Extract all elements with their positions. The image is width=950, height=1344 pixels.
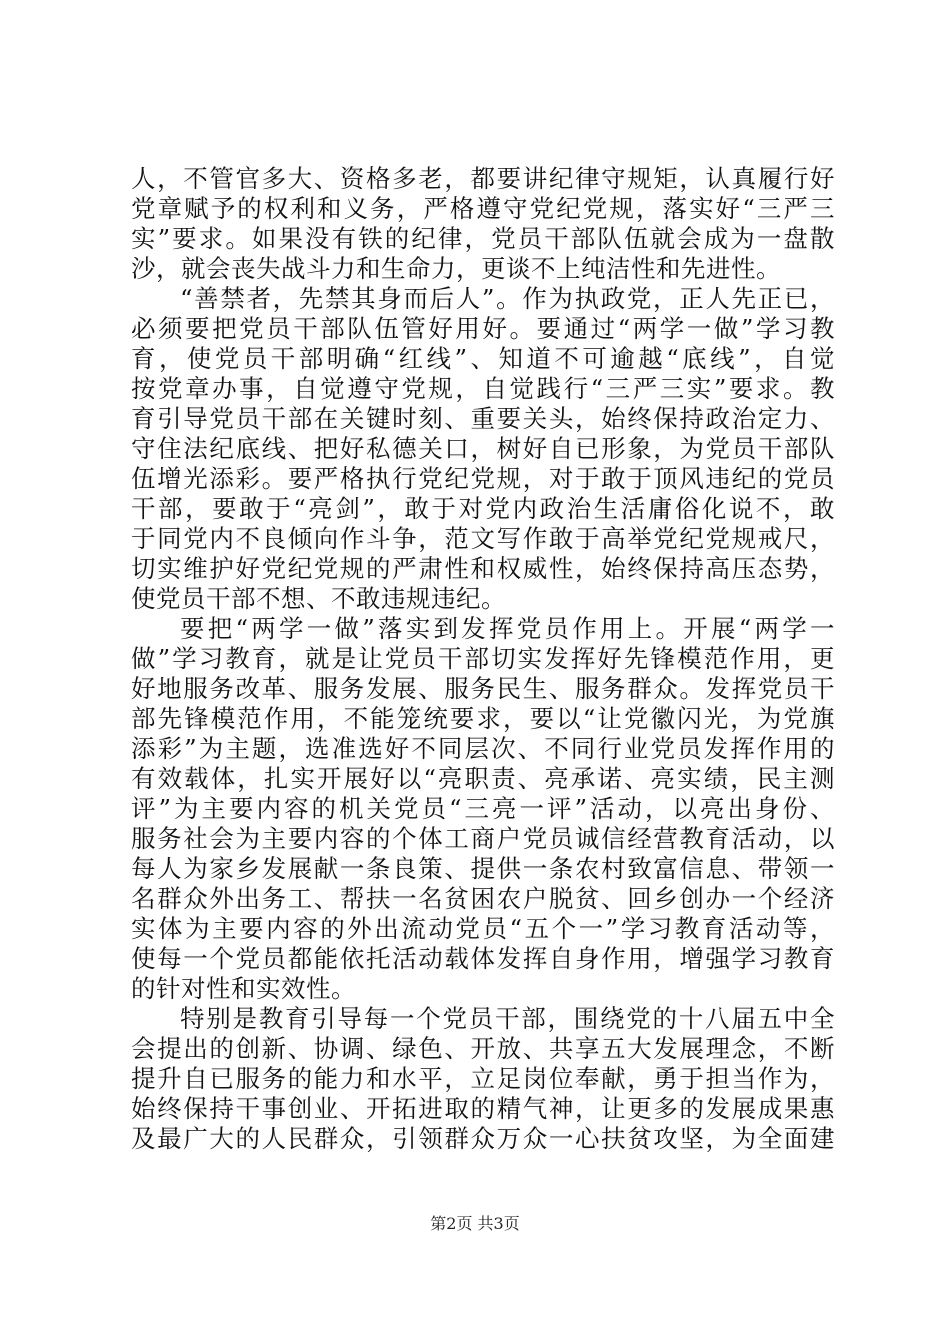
text-line: 有效载体，扎实开展好以“亮职责、亮承诺、亮实绩，民主测: [131, 764, 835, 793]
text-line: 评”为主要内容的机关党员“三亮一评”活动，以亮出身份、: [131, 794, 835, 823]
text-line: 名群众外出务工、帮扶一名贫困农户脱贫、回乡创办一个经济: [131, 884, 835, 913]
text-line: 及最广大的人民群众，引领群众万众一心扶贫攻坚，为全面建: [131, 1124, 835, 1153]
text-line: 育引导党员干部在关键时刻、重要关头，始终保持政治定力、: [131, 404, 835, 433]
paragraph: [131, 1004, 835, 1154]
text-line: 添彩”为主题，选准选好不同层次、不同行业党员发挥作用的: [131, 734, 835, 763]
text-line: 按党章办事，自觉遵守党规，自觉践行“三严三实”要求。教: [131, 374, 835, 403]
text-line: 于同党内不良倾向作斗争，范文写作敢于高举党纪党规戒尺，: [131, 524, 835, 553]
text-line: 使党员干部不想、不敢违规违纪。: [131, 584, 506, 613]
page-footer: [0, 1214, 950, 1234]
body-text: [131, 164, 835, 1154]
text-line: 必须要把党员干部队伍管好用好。要通过“两学一做”学习教: [131, 314, 835, 343]
text-line: 实体为主要内容的外出流动党员“五个一”学习教育活动等，: [131, 914, 835, 943]
text-line: 部先锋模范作用，不能笼统要求，要以“让党徽闪光，为党旗: [131, 704, 835, 733]
paragraph: [131, 284, 835, 614]
text-line: 沙，就会丧失战斗力和生命力，更谈不上纯洁性和先进性。: [131, 254, 781, 283]
text-line: 守住法纪底线、把好私德关口，树好自已形象，为党员干部队: [131, 434, 835, 463]
text-line: 做”学习教育，就是让党员干部切实发挥好先锋模范作用，更: [131, 644, 835, 673]
text-line: 会提出的创新、协调、绿色、开放、共享五大发展理念，不断: [131, 1034, 835, 1063]
page-number-label: 第2页 共3页: [430, 1214, 520, 1233]
paragraph: [131, 614, 835, 1004]
text-line: 好地服务改革、服务发展、服务民生、服务群众。发挥党员干: [131, 674, 835, 703]
text-line: 要把“两学一做”落实到发挥党员作用上。开展“两学一: [180, 614, 835, 643]
text-line: 始终保持干事创业、开拓进取的精气神，让更多的发展成果惠: [131, 1094, 835, 1123]
text-line: 的针对性和实效性。: [131, 974, 356, 1003]
text-line: 使每一个党员都能依托活动载体发挥自身作用，增强学习教育: [131, 944, 835, 973]
text-line: 育，使党员干部明确“红线”、知道不可逾越“底线”，自觉: [131, 344, 835, 373]
paragraph: [131, 164, 835, 284]
text-line: 服务社会为主要内容的个体工商户党员诚信经营教育活动，以: [131, 824, 835, 853]
text-line: 特别是教育引导每一个党员干部，围绕党的十八届五中全: [180, 1004, 835, 1033]
text-line: 党章赋予的权利和义务，严格遵守党纪党规，落实好“三严三: [131, 194, 835, 223]
text-line: “善禁者，先禁其身而后人”。作为执政党，正人先正已，: [180, 284, 835, 313]
text-line: 伍增光添彩。要严格执行党纪党规，对于敢于顶风违纪的党员: [131, 464, 835, 493]
text-line: 提升自已服务的能力和水平，立足岗位奉献，勇于担当作为，: [131, 1064, 835, 1093]
text-line: 每人为家乡发展献一条良策、提供一条农村致富信息、带领一: [131, 854, 835, 883]
text-line: 干部，要敢于“亮剑”，敢于对党内政治生活庸俗化说不，敢: [131, 494, 835, 523]
text-line: 人，不管官多大、资格多老，都要讲纪律守规矩，认真履行好: [131, 164, 835, 193]
text-line: 切实维护好党纪党规的严肃性和权威性，始终保持高压态势，: [131, 554, 835, 583]
text-line: 实”要求。如果没有铁的纪律，党员干部队伍就会成为一盘散: [131, 224, 835, 253]
